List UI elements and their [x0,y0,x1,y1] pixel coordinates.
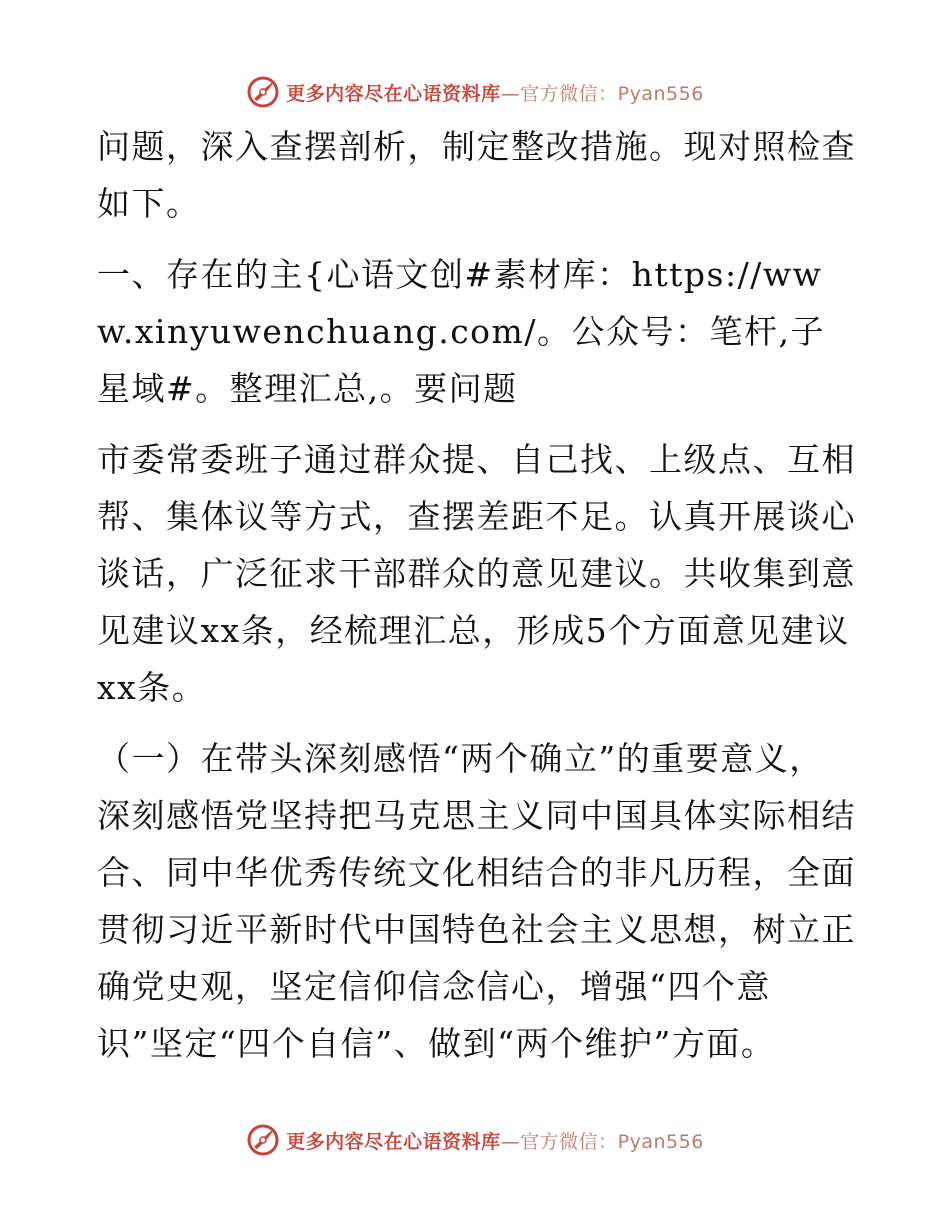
paragraph-2: 一、存在的主{心语文创#素材库：https://www.xinyuwenchuang.com/。公众号：笔杆,子星域#。整理汇总,。要问题 [97,255,825,408]
banner-separator: — [500,82,521,105]
banner-contact-text: 官方微信：Pyan556 [520,1130,704,1153]
banner-text [286,79,704,106]
banner-main-text: 更多内容尽在心语资料库 [286,82,501,105]
banner-main-text: 更多内容尽在心语资料库 [286,1130,501,1153]
quill-circle-logo-icon [246,1123,280,1157]
banner-separator: — [500,1130,521,1153]
paragraph-3: 市委常委班子通过群众提、自己找、上级点、互相帮、集体议等方式，查摆差距不足。认真开展谈心谈话，广泛征求干部群众的意见建议。共收集到意见建议xx条，经梳理汇总，形成5个方面意见建议xx条。 [97,440,856,707]
quill-circle-logo-icon [246,75,280,109]
paragraph-4: （一）在带头深刻感悟“两个确立”的重要意义，深刻感悟党坚持把马克思主义同中国具体实际相结合、同中华优秀传统文化相结合的非凡历程，全面贯彻习近平新时代中国特色社会主义思想，树立正确党史观，坚定信仰信念信心，增强“四个意识”坚定“四个自信”、做到“两个维护”方面。 [97,739,856,1063]
header-watermark-banner [0,72,950,112]
paragraph-1: 问题，深入查摆剖析，制定整改措施。现对照检查如下。 [97,127,856,223]
document-body [97,118,857,1072]
banner-contact-text: 官方微信：Pyan556 [520,82,704,105]
footer-watermark-banner [0,1120,950,1160]
banner-text [286,1127,704,1154]
